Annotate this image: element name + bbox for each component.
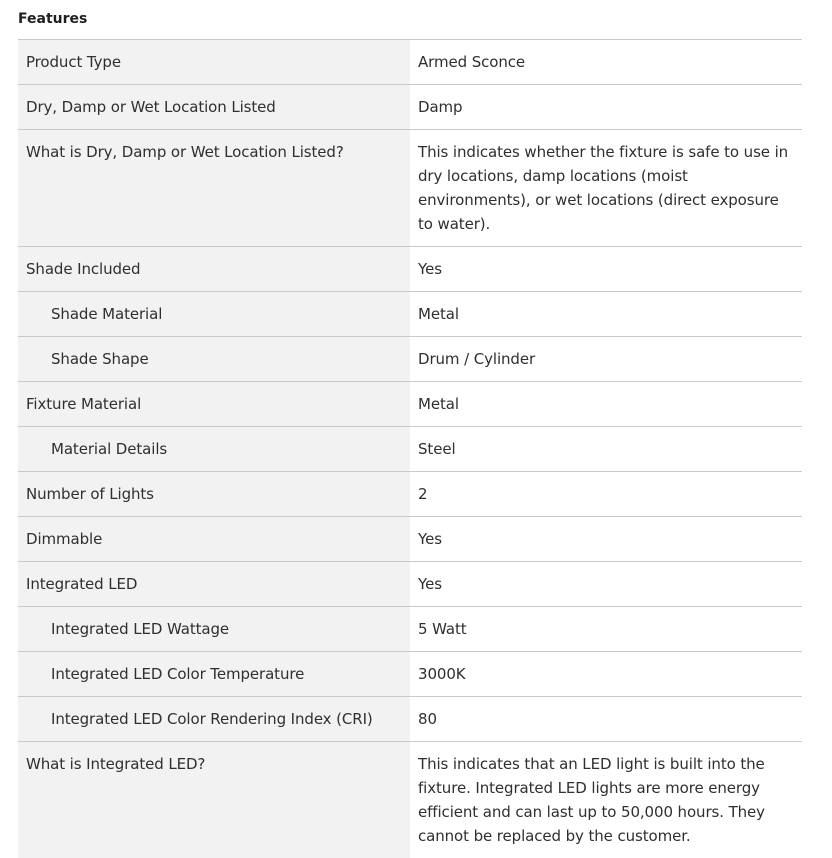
table-row — [18, 697, 802, 742]
table-row — [18, 652, 802, 697]
spec-sublabel: Shade Shape — [18, 337, 410, 382]
table-row — [18, 85, 802, 130]
table-row — [18, 517, 802, 562]
spec-value: 3000K — [410, 652, 802, 697]
table-row — [18, 40, 802, 85]
spec-value: Yes — [410, 517, 802, 562]
spec-sublabel: Integrated LED Color Rendering Index (CRI) — [18, 697, 410, 742]
table-row — [18, 742, 802, 858]
spec-label: Dry, Damp or Wet Location Listed — [18, 85, 410, 130]
spec-label: Dimmable — [18, 517, 410, 562]
table-row — [18, 382, 802, 427]
spec-value: Armed Sconce — [410, 40, 802, 85]
table-row — [18, 130, 802, 247]
specifications-table — [18, 39, 802, 858]
spec-label: Number of Lights — [18, 472, 410, 517]
features-heading: Features — [18, 11, 87, 27]
spec-value: This indicates that an LED light is built into the fixture. Integrated LED lights are more energy efficient and can last up to 50,000 hours. They cannot be replaced by the customer. — [410, 742, 802, 858]
spec-value: This indicates whether the fixture is safe to use in dry locations, damp locations (moist environments), or wet locations (direct exposure to water). — [410, 130, 802, 247]
spec-label: Product Type — [18, 40, 410, 85]
spec-value: Yes — [410, 562, 802, 607]
table-row — [18, 562, 802, 607]
spec-sublabel: Material Details — [18, 427, 410, 472]
spec-label: What is Integrated LED? — [18, 742, 410, 858]
spec-value: 80 — [410, 697, 802, 742]
spec-value: Drum / Cylinder — [410, 337, 802, 382]
spec-label: Integrated LED — [18, 562, 410, 607]
spec-value: 5 Watt — [410, 607, 802, 652]
table-row — [18, 292, 802, 337]
spec-value: Metal — [410, 292, 802, 337]
spec-label: What is Dry, Damp or Wet Location Listed? — [18, 130, 410, 247]
spec-value: 2 — [410, 472, 802, 517]
table-row — [18, 247, 802, 292]
table-row — [18, 337, 802, 382]
spec-value: Steel — [410, 427, 802, 472]
table-row — [18, 427, 802, 472]
table-row — [18, 607, 802, 652]
spec-sublabel: Integrated LED Wattage — [18, 607, 410, 652]
spec-sublabel: Shade Material — [18, 292, 410, 337]
spec-value: Damp — [410, 85, 802, 130]
spec-value: Yes — [410, 247, 802, 292]
spec-label: Fixture Material — [18, 382, 410, 427]
spec-sublabel: Integrated LED Color Temperature — [18, 652, 410, 697]
table-row — [18, 472, 802, 517]
spec-value: Metal — [410, 382, 802, 427]
spec-label: Shade Included — [18, 247, 410, 292]
